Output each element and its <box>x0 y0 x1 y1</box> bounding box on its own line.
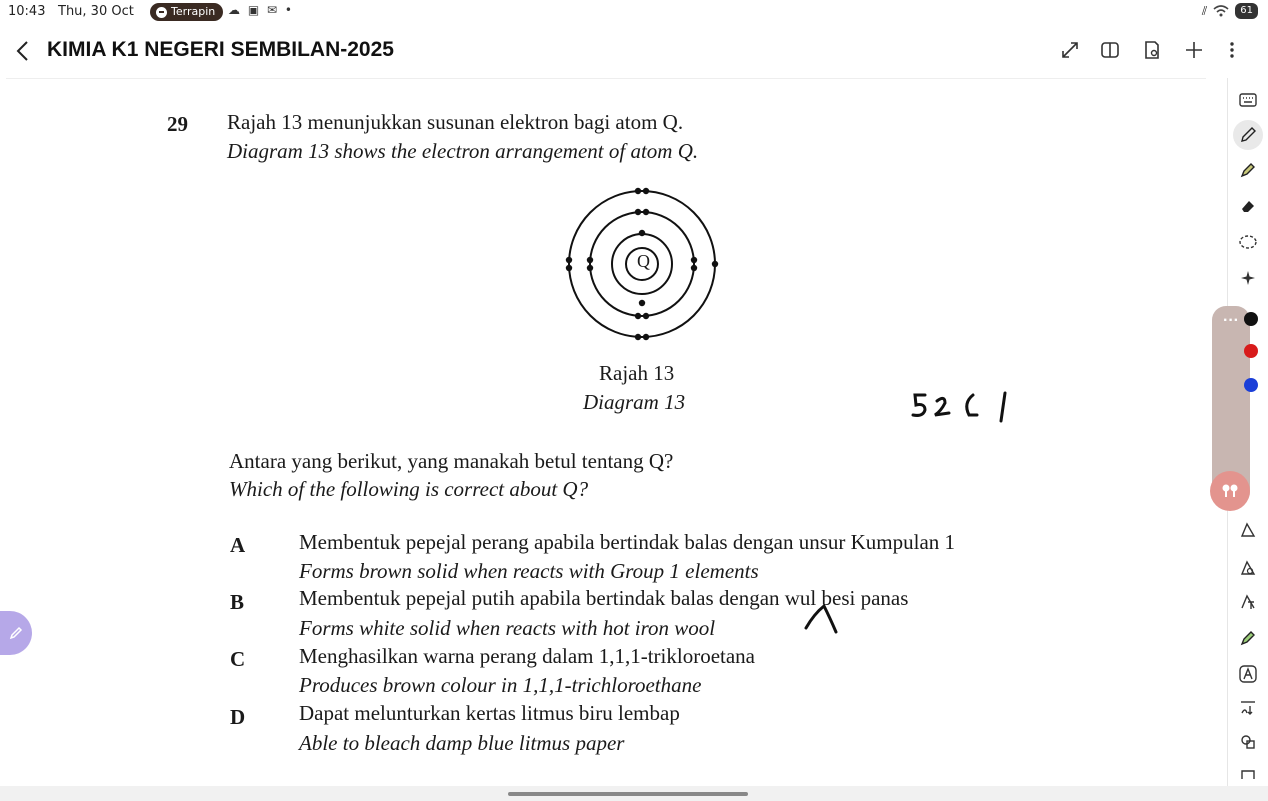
more-options-icon[interactable] <box>1220 38 1244 62</box>
media-pill-label: Terrapin <box>171 5 216 18</box>
option-b-malay: Membentuk pepejal putih apabila bertindak balas dengan wul besi panas <box>299 586 909 610</box>
media-pill[interactable] <box>150 3 223 21</box>
expand-icon[interactable] <box>1058 38 1082 62</box>
earbuds-icon <box>1221 483 1239 499</box>
color-red-swatch[interactable] <box>1244 344 1258 358</box>
diagram-caption-malay: Rajah 13 <box>599 361 675 385</box>
page-settings-icon[interactable] <box>1140 38 1164 62</box>
handwritten-tick-mark <box>802 600 842 636</box>
home-indicator[interactable] <box>508 792 748 796</box>
add-icon[interactable] <box>1182 38 1206 62</box>
status-time: 10:43 <box>8 4 46 19</box>
document-title: KIMIA K1 NEGERI SEMBILAN-2025 <box>47 38 394 61</box>
eraser-icon[interactable] <box>1236 194 1260 218</box>
palette-more-icon[interactable]: ··· <box>1223 312 1239 329</box>
text-tool-icon[interactable] <box>1236 662 1260 686</box>
battery-icon: 61 <box>1235 3 1258 19</box>
vibrate-icon: ⫽ <box>1201 3 1208 18</box>
title-bar <box>0 28 1268 74</box>
status-bar <box>0 0 1268 24</box>
spotify-icon <box>156 7 167 18</box>
color-blue-swatch[interactable] <box>1244 378 1258 392</box>
book-view-icon[interactable] <box>1098 38 1122 62</box>
question-number: 29 <box>167 112 188 136</box>
option-c-english: Produces brown colour in 1,1,1-trichloroethane <box>299 673 702 697</box>
shape-fill-icon[interactable] <box>1236 556 1260 580</box>
option-d-malay: Dapat melunturkan kertas litmus biru lembap <box>299 701 680 725</box>
handwritten-annotation <box>905 385 1025 425</box>
text-shape-icon[interactable] <box>1236 590 1260 614</box>
option-a-english: Forms brown solid when reacts with Group 1 elements <box>299 559 759 583</box>
shape-tool-icon[interactable] <box>1236 518 1260 542</box>
shapes-icon[interactable] <box>1236 730 1260 754</box>
atom-label: Q <box>637 251 650 271</box>
option-d-english: Able to bleach damp blue litmus paper <box>299 731 625 755</box>
bracket-icon[interactable] <box>1236 762 1260 786</box>
keyboard-icon[interactable] <box>1236 88 1260 112</box>
option-a-letter: A <box>230 533 246 557</box>
color-black-swatch[interactable] <box>1244 312 1258 326</box>
option-d-letter: D <box>230 705 246 729</box>
question-stem-english: Diagram 13 shows the electron arrangement of atom Q. <box>227 139 699 163</box>
pencil-icon <box>8 625 24 641</box>
status-date: Thu, 30 Oct <box>58 4 134 19</box>
magic-eraser-icon[interactable] <box>1236 266 1260 290</box>
option-b-english: Forms white solid when reacts with hot iron wool <box>299 616 716 640</box>
text-size-icon[interactable] <box>1236 696 1260 720</box>
notification-icons: ☁ ▣ ✉ • <box>228 3 294 17</box>
lasso-icon[interactable] <box>1236 230 1260 254</box>
question-prompt-malay: Antara yang berikut, yang manakah betul tentang Q? <box>229 449 674 473</box>
option-b-letter: B <box>230 590 245 614</box>
question-stem-malay: Rajah 13 menunjukkan susunan elektron bagi atom Q. <box>227 110 684 134</box>
diagram-caption-english: Diagram 13 <box>583 390 686 414</box>
pen-tool-icon[interactable] <box>1233 120 1263 150</box>
question-prompt-english: Which of the following is correct about Q? <box>229 477 589 501</box>
highlighter-icon[interactable] <box>1236 158 1260 182</box>
color-marker-icon[interactable] <box>1236 626 1260 650</box>
palette-action-button[interactable] <box>1210 471 1250 511</box>
option-a-malay: Membentuk pepejal perang apabila bertindak balas dengan unsur Kumpulan 1 <box>299 530 956 554</box>
option-c-letter: C <box>230 647 246 671</box>
back-arrow-icon[interactable] <box>12 38 34 64</box>
option-c-malay: Menghasilkan warna perang dalam 1,1,1-trikloroetana <box>299 644 756 668</box>
wifi-icon <box>1213 4 1229 18</box>
